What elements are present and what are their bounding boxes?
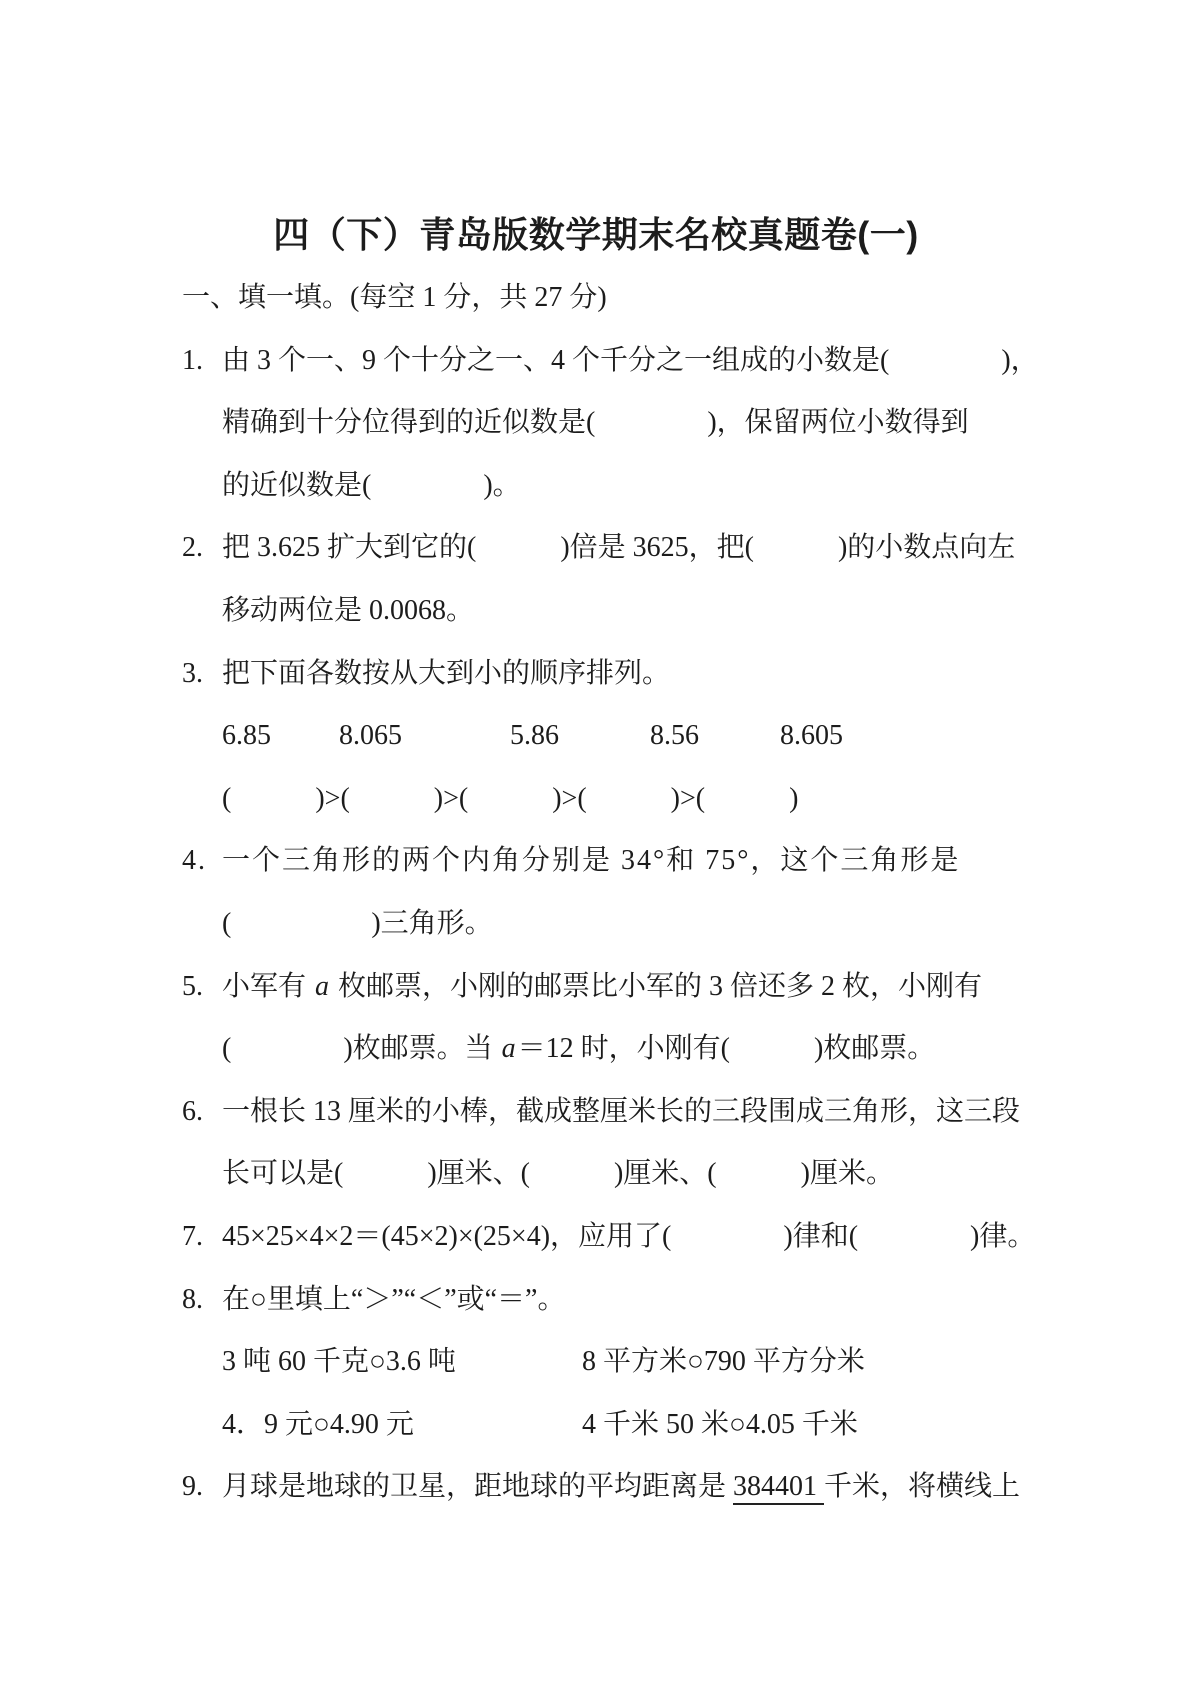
question-8-row-1 [182, 1331, 1042, 1394]
compare-item: 3 吨 60 千克○3.6 吨 [222, 1346, 456, 1378]
question-9-number: 9. [182, 1471, 203, 1503]
question-9-text: 千米，将横线上 [824, 1471, 1021, 1503]
question-4-line-2: ( )三角形。 [222, 907, 493, 939]
question-3-text: 把下面各数按从大到小的顺序排列。 [222, 657, 671, 689]
question-3-numbers-row [182, 705, 1042, 768]
question-4-line-1 [182, 830, 1042, 893]
question-1-line-2: 精确到十分位得到的近似数是( )，保留两位小数得到 [222, 407, 969, 439]
question-5-text: 枚邮票，小刚的邮票比小军的 3 倍还多 2 枚，小刚有 [331, 970, 983, 1002]
number-value: 8.065 [339, 720, 402, 752]
question-8-text: 在○里填上“＞”“＜”或“＝”。 [222, 1283, 566, 1315]
question-2-line-2: 移动两位是 0.0068。 [222, 594, 475, 626]
question-6-number: 6. [182, 1095, 203, 1127]
variable-a: a [501, 1033, 516, 1065]
question-1-line-3: 的近似数是( )。 [222, 469, 521, 501]
question-5-number: 5. [182, 970, 203, 1002]
section-header: 一、填一填。(每空 1 分，共 27 分) [182, 282, 607, 313]
question-5-text: ( )枚邮票。当 [222, 1033, 500, 1065]
question-6-text: 一根长 13 厘米的小棒，截成整厘米长的三段围成三角形，这三段 [222, 1095, 1021, 1127]
question-7-text: 45×25×4×2＝(45×2)×(25×4)，应用了( )律和( )律。 [222, 1220, 1036, 1252]
question-5-text: 小军有 [222, 970, 314, 1002]
number-value: 6.85 [222, 720, 271, 752]
question-7-number: 7. [182, 1220, 203, 1252]
question-8-row-2 [182, 1394, 1042, 1457]
number-value: 8.56 [650, 720, 699, 752]
question-1-text: 由 3 个一、9 个十分之一、4 个千分之一组成的小数是( )， [222, 344, 1039, 376]
question-4-number: 4. [182, 845, 207, 877]
compare-item: 4．9 元○4.90 元 [222, 1408, 414, 1440]
question-9-line-1 [182, 1456, 1042, 1519]
question-3-answer-blanks: ( )>( )>( )>( )>( ) [222, 782, 799, 814]
exam-body [182, 267, 1042, 1519]
question-2-number: 2. [182, 532, 203, 564]
underlined-number: 384401 [733, 1471, 824, 1505]
question-8-number: 8. [182, 1283, 203, 1315]
question-1-number: 1. [182, 344, 203, 376]
question-6-line-2: 长可以是( )厘米、( )厘米、( )厘米。 [222, 1158, 894, 1190]
question-6-line-1 [182, 1081, 1042, 1144]
question-4-text: 一个三角形的两个内角分别是 34°和 75°，这个三角形是 [222, 845, 961, 877]
question-1-line-1 [182, 330, 1042, 393]
variable-a: a [315, 970, 330, 1002]
question-2-line-1 [182, 517, 1042, 580]
compare-item: 4 千米 50 米○4.05 千米 [582, 1408, 858, 1440]
question-2-text: 把 3.625 扩大到它的( )倍是 3625，把( )的小数点向左 [222, 532, 1016, 564]
question-8-line-1 [182, 1269, 1042, 1332]
question-5-line-2 [182, 1018, 1042, 1081]
question-3-line-1 [182, 643, 1042, 706]
question-3-number: 3. [182, 657, 203, 689]
question-5-text: ＝12 时，小刚有( )枚邮票。 [517, 1033, 936, 1065]
question-7-line-1 [182, 1206, 1042, 1269]
number-value: 8.605 [780, 720, 843, 752]
page-title: 四（下）青岛版数学期末名校真题卷(一) [273, 214, 919, 255]
question-5-line-1 [182, 956, 1042, 1019]
question-9-text: 月球是地球的卫星，距地球的平均距离是 [222, 1471, 734, 1503]
compare-item: 8 平方米○790 平方分米 [582, 1346, 865, 1378]
number-value: 5.86 [510, 720, 559, 752]
